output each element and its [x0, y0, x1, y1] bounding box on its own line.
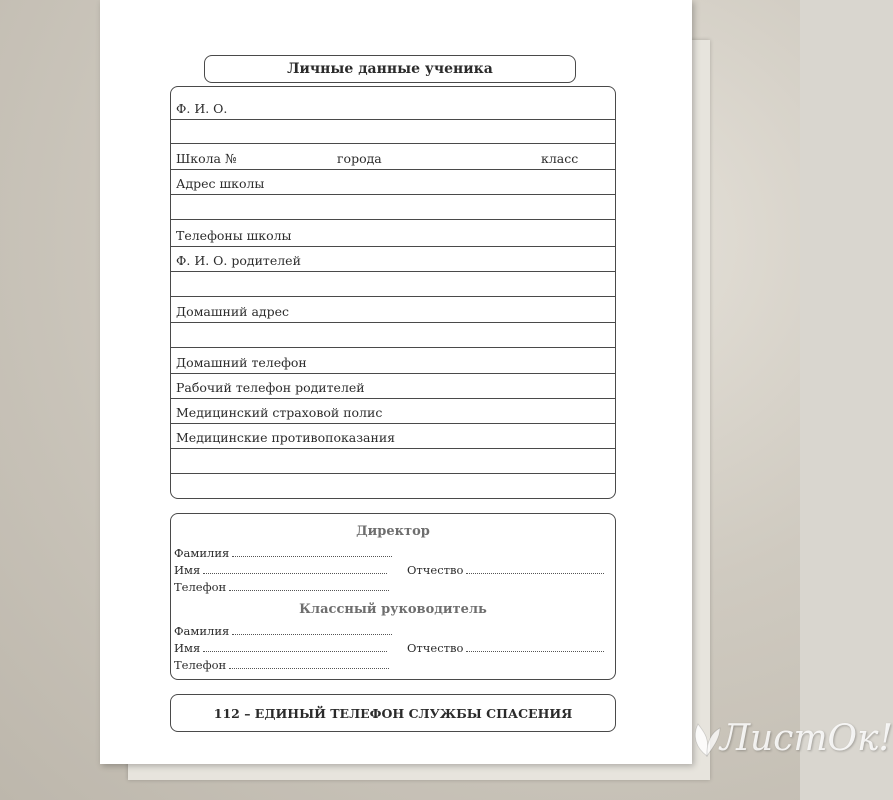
- field-line: [171, 296, 615, 297]
- director-patronymic-row: [407, 563, 604, 577]
- field-label-school-address: Адрес школы: [176, 176, 265, 191]
- field-label-full-name: Ф. И. О.: [176, 101, 228, 116]
- field-line: [171, 448, 615, 449]
- field-line: [171, 169, 615, 170]
- class-teacher-heading: Классный руководитель: [299, 602, 487, 617]
- field-line: [171, 322, 615, 323]
- field-line: [171, 194, 615, 195]
- field-label-insurance-policy: Медицинский страховой полис: [176, 405, 383, 420]
- field-line: [171, 347, 615, 348]
- director-surname-row: [174, 546, 392, 560]
- field-label-city: города: [337, 151, 382, 166]
- field-line: [171, 246, 615, 247]
- fill-in-dots: [466, 641, 604, 652]
- field-label-parents-name: Ф. И. О. родителей: [176, 253, 301, 268]
- surname-label: Фамилия: [174, 624, 230, 638]
- watermark-logo: [690, 718, 893, 759]
- field-line: [171, 143, 615, 144]
- phone-label: Телефон: [174, 658, 227, 672]
- teacher-surname-row: [174, 624, 392, 638]
- emergency-phone-banner: 112 – ЕДИНЫЙ ТЕЛЕФОН СЛУЖБЫ СПАСЕНИЯ: [170, 694, 616, 732]
- field-line: [171, 119, 615, 120]
- field-label-class: класс: [541, 151, 579, 166]
- field-line: [171, 398, 615, 399]
- teacher-patronymic-row: [407, 641, 604, 655]
- personal-data-form: [170, 86, 616, 499]
- phone-label: Телефон: [174, 580, 227, 594]
- fill-in-dots: [466, 563, 604, 574]
- field-label-contraindications: Медицинские противопоказания: [176, 430, 396, 445]
- fill-in-dots: [203, 641, 387, 652]
- name-label: Имя: [174, 641, 201, 655]
- fill-in-dots: [229, 580, 389, 591]
- field-label-home-address: Домашний адрес: [176, 304, 290, 319]
- surname-label: Фамилия: [174, 546, 230, 560]
- teacher-phone-row: [174, 658, 389, 672]
- page-title: Личные данные ученика: [204, 55, 576, 83]
- patronymic-label: Отчество: [407, 563, 464, 577]
- field-line: [171, 373, 615, 374]
- fill-in-dots: [203, 563, 387, 574]
- field-label-home-phone: Домашний телефон: [176, 355, 307, 370]
- director-heading: Директор: [356, 524, 430, 539]
- fill-in-dots: [232, 546, 392, 557]
- director-name-row: [174, 563, 387, 577]
- field-label-parents-work-phone: Рабочий телефон родителей: [176, 380, 365, 395]
- field-line: [171, 473, 615, 474]
- field-line: [171, 219, 615, 220]
- field-label-school-phones: Телефоны школы: [176, 228, 292, 243]
- field-label-school-number: Школа №: [176, 151, 237, 166]
- field-line: [171, 271, 615, 272]
- fill-in-dots: [232, 624, 392, 635]
- field-line: [171, 423, 615, 424]
- teacher-name-row: [174, 641, 387, 655]
- staff-contacts-box: [170, 513, 616, 680]
- watermark-text: ЛистОк!: [720, 718, 893, 759]
- fill-in-dots: [229, 658, 389, 669]
- diary-page: [100, 0, 692, 764]
- patronymic-label: Отчество: [407, 641, 464, 655]
- leaf-icon: [690, 720, 724, 758]
- name-label: Имя: [174, 563, 201, 577]
- director-phone-row: [174, 580, 389, 594]
